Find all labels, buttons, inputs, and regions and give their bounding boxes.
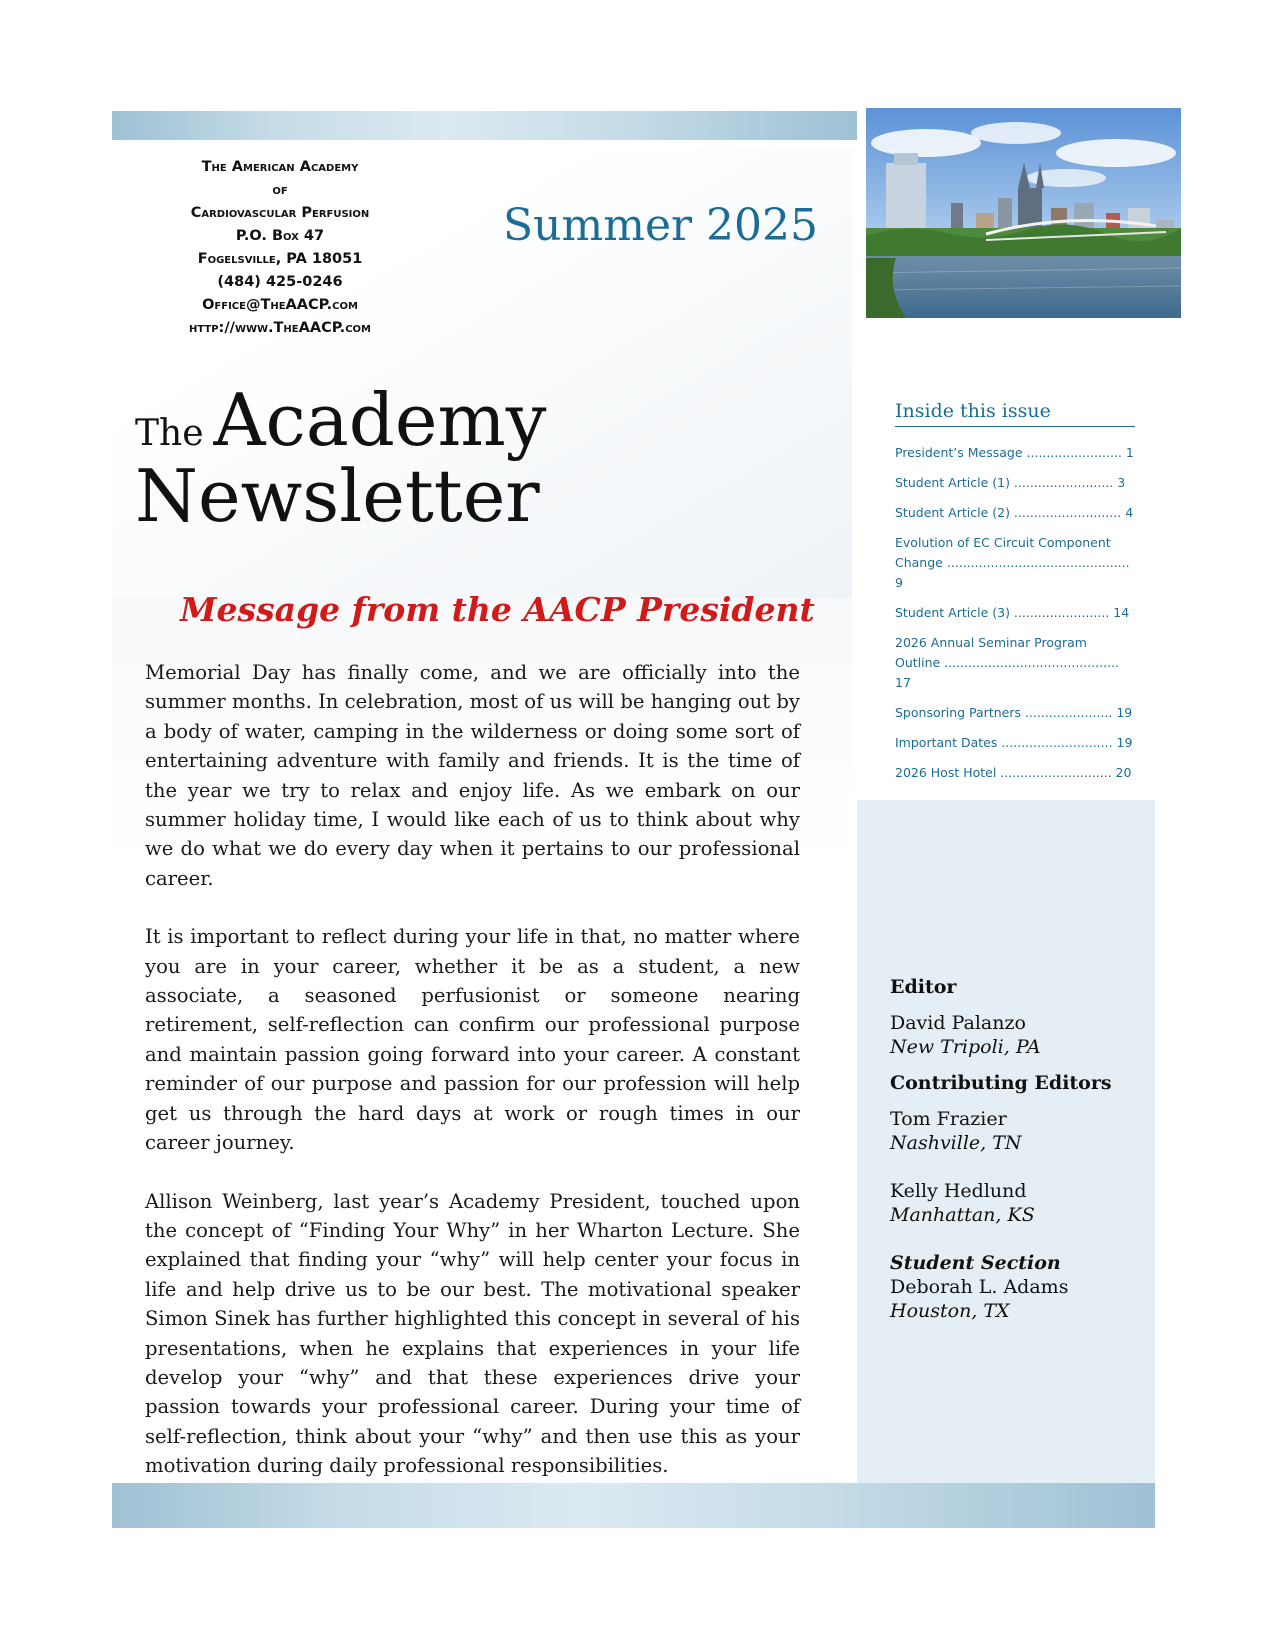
address-line: Fogelsville, PA 18051 xyxy=(197,251,363,267)
article-paragraph: Memorial Day has finally come, and we are officially into the summer months. In celebration, most of us will be hanging out by a body of water, camping in the wilderness or doing some sort of entertaining adventure with family and friends. It is the time of the year we try to relax and enjoy life. As we embark on our summer holiday time, I would like each of us to think about why we do what we do every day when it pertains to our professional career. xyxy=(145,661,800,890)
toc-heading: Inside this issue xyxy=(895,400,1135,427)
title-newsletter: Newsletter xyxy=(135,454,540,538)
toc-item[interactable]: Important Dates ............................ 19 xyxy=(895,735,1133,750)
toc-item[interactable]: Evolution of EC Circuit Component Change .............................................. 9 xyxy=(895,535,1130,590)
contributing-editor-name: Kelly Hedlund xyxy=(890,1180,1027,1202)
contributing-editor-location: Manhattan, KS xyxy=(890,1204,1035,1226)
toc-item[interactable]: Student Article (3) ........................ 14 xyxy=(895,605,1130,620)
toc-item[interactable]: 2026 Annual Seminar Program Outline ............................................ 17 xyxy=(895,635,1120,690)
newsletter-title xyxy=(135,378,695,538)
title-the: The xyxy=(135,413,204,454)
editor-label: Editor xyxy=(890,976,957,998)
contributing-editors-label: Contributing Editors xyxy=(890,1072,1112,1094)
student-section-label: Student Section xyxy=(890,1252,1061,1274)
editorial-staff xyxy=(890,975,1140,1323)
article-paragraph: Allison Weinberg, last year’s Academy President, touched upon the concept of “Finding Your Why” in her Wharton Lecture. She explained that finding your “why” will help center your focus in life and help drive us to be our best. The motivational speaker Simon Sinek has further highlighted this concept in several of his presentations, when he explains that experiences in your life develop your “why” and that these experiences drive your passion towards your professional career. During your time of self-reflection, think about your “why” and then use this as your motivation during daily professional responsibilities. xyxy=(145,1189,800,1478)
website-link[interactable]: http://www.TheAACP.com xyxy=(188,320,371,336)
email-link[interactable]: Office@TheAACP.com xyxy=(202,297,358,313)
student-section-editor-name: Deborah L. Adams xyxy=(890,1276,1069,1298)
toc-item[interactable]: 2026 Host Hotel ............................ 20 xyxy=(895,765,1132,780)
article-body xyxy=(145,658,800,1510)
toc-item[interactable]: Student Article (1) ......................... 3 xyxy=(895,475,1126,490)
student-section-editor-location: Houston, TX xyxy=(890,1300,1010,1322)
address-line: Cardiovascular Perfusion xyxy=(190,205,370,221)
contributing-editor-location: Nashville, TN xyxy=(890,1132,1022,1154)
article-heading: Message from the AACP President xyxy=(180,590,815,629)
toc-item[interactable]: President’s Message ........................ 1 xyxy=(895,445,1134,460)
address-line: P.O. Box 47 xyxy=(235,228,325,244)
issue-date: Summer 2025 xyxy=(503,200,818,251)
table-of-contents xyxy=(895,400,1135,793)
toc-item[interactable]: Student Article (2) ........................... 4 xyxy=(895,505,1134,520)
editor-name: David Palanzo xyxy=(890,1012,1026,1034)
article-paragraph: It is important to reflect during your life in that, no matter where you are in your career, whether it be as a student, a new associate, a seasoned perfusionist or someone nearing retirement, self-reflection can confirm our professional purpose and maintain passion going forward into your career. A constant reminder of our purpose and passion for our profession will help get us through the hard days at work or rough times in our career journey. xyxy=(145,925,800,1155)
top-decorative-band xyxy=(112,111,857,140)
address-line: of xyxy=(272,182,288,198)
contributing-editor-name: Tom Frazier xyxy=(890,1108,1007,1130)
title-academy: Academy xyxy=(213,378,547,462)
organization-address xyxy=(150,156,410,340)
toc-item[interactable]: Sponsoring Partners ...................... 19 xyxy=(895,705,1133,720)
address-line: The American Academy xyxy=(201,159,359,175)
editor-location: New Tripoli, PA xyxy=(890,1036,1041,1058)
city-skyline-photo xyxy=(866,108,1181,318)
address-line: (484) 425-0246 xyxy=(217,274,343,290)
